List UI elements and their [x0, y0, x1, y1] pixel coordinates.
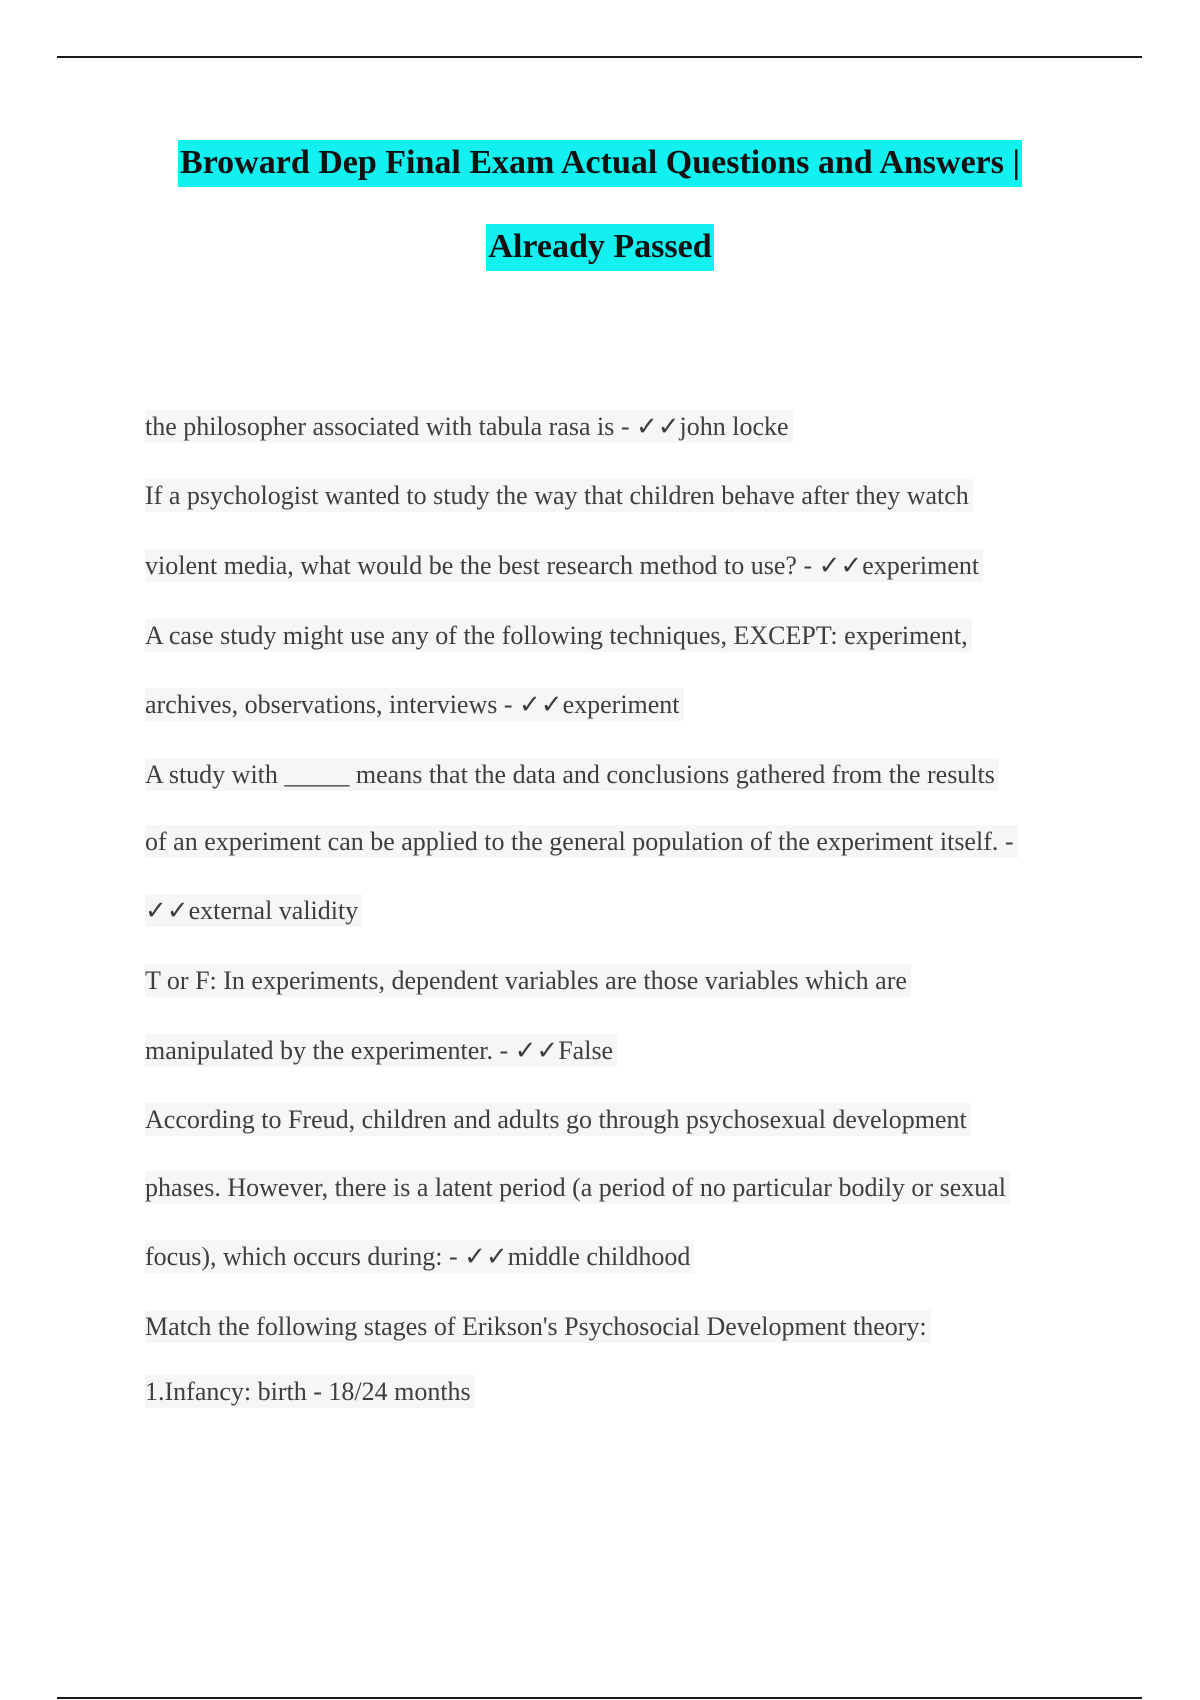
qa-line: T or F: In experiments, dependent variables are those variables which are [145, 964, 911, 998]
top-rule [57, 56, 1142, 58]
qa-line: ✓✓external validity [145, 894, 362, 928]
qa-line: violent media, what would be the best research method to use? - ✓✓experiment [145, 549, 983, 583]
qa-line: focus), which occurs during: - ✓✓middle childhood [145, 1240, 694, 1274]
qa-line: phases. However, there is a latent period (a period of no particular bodily or sexual [145, 1171, 1010, 1205]
title-highlight-2: Already Passed [486, 224, 713, 271]
qa-line: 1.Infancy: birth - 18/24 months [145, 1375, 475, 1409]
qa-line: Match the following stages of Erikson's Psychosocial Development theory: [145, 1310, 931, 1344]
qa-line: archives, observations, interviews - ✓✓experiment [145, 688, 684, 722]
qa-line: According to Freud, children and adults go through psychosexual development [145, 1103, 971, 1137]
qa-line: A study with _____ means that the data and conclusions gathered from the results [145, 758, 999, 792]
document-title-line-2 [0, 228, 1200, 266]
bottom-rule [57, 1697, 1142, 1699]
qa-line: of an experiment can be applied to the general population of the experiment itself. - [145, 825, 1018, 859]
qa-line: manipulated by the experimenter. - ✓✓False [145, 1034, 617, 1068]
title-highlight-1: Broward Dep Final Exam Actual Questions and Answers | [178, 140, 1022, 187]
document-title-line-1 [0, 144, 1200, 182]
qa-line: the philosopher associated with tabula rasa is - ✓✓john locke [145, 410, 793, 444]
qa-line: A case study might use any of the following techniques, EXCEPT: experiment, [145, 619, 972, 653]
qa-line: If a psychologist wanted to study the way that children behave after they watch [145, 479, 973, 513]
